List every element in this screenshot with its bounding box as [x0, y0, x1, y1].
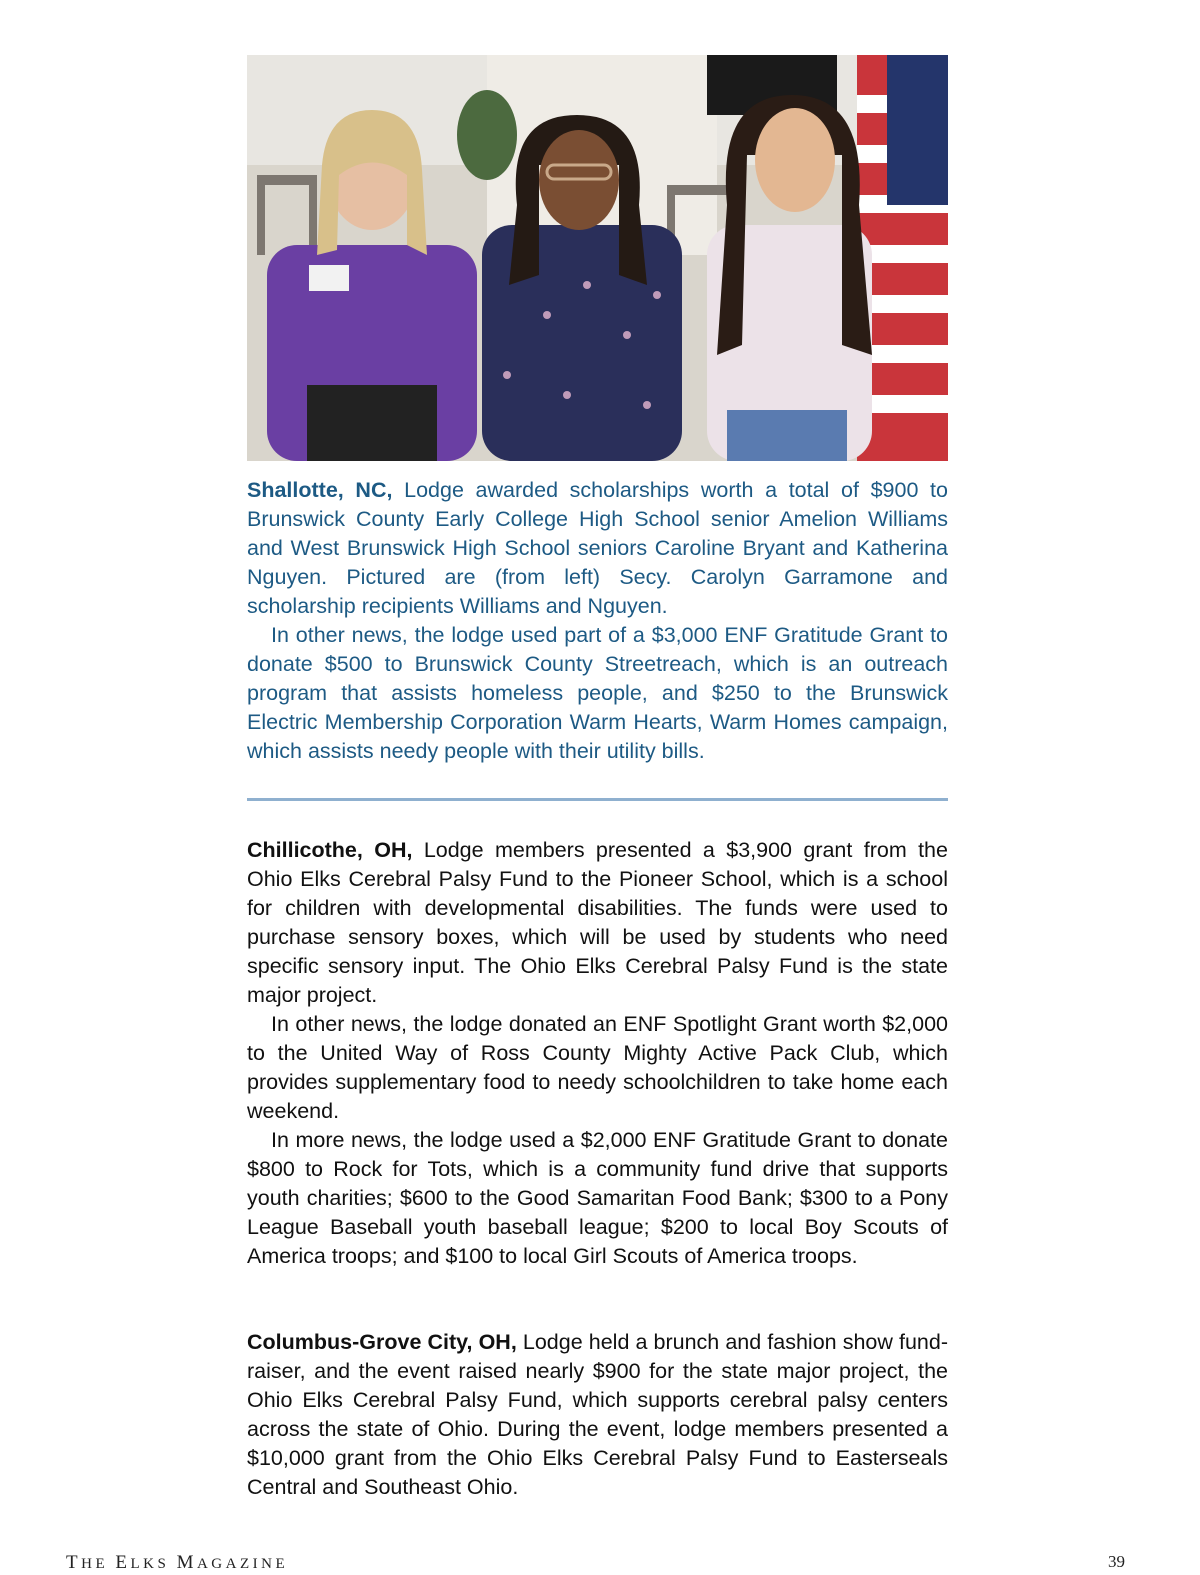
columbus-paragraph-1 [247, 1328, 948, 1502]
chillicothe-paragraph-1 [247, 836, 948, 1010]
shallotte-paragraph-2: In other news, the lodge used part of a $3,000 ENF Gratitude Grant to donate $500 to Brunswick County Streetreach, which is an outreach program that assists homeless people, and $250 to the Brunswick Electric Membership Corporation Warm Hearts, Warm Homes campaign, which assists needy people with their utility bills. [247, 623, 948, 763]
magazine-name-part: LKS [130, 1556, 170, 1572]
section-divider [247, 798, 948, 801]
columbus-lead: Columbus-Grove City, OH, [247, 1330, 517, 1354]
chillicothe-text-1: Lodge members presented a $3,900 grant from the Ohio Elks Cerebral Palsy Fund to the Pioneer School, which is a school for children with developmental disabilities. The funds were used to purchase sensory boxes, which will be used by students who need specific sensory input. The Ohio Elks Cerebral Palsy Fund is the state major project. [247, 838, 948, 1007]
shallotte-text-1: Lodge awarded scholarships worth a total of $900 to Brunswick County Early College High School senior Amelion Williams and West Brunswick High School seniors Caroline Bryant and Katherina Nguyen. Pictured are (from left) Secy. Carolyn Garramone and scholarship recipients Williams and Nguyen. [247, 478, 948, 618]
shallotte-lead: Shallotte, NC, [247, 478, 393, 502]
magazine-name-part: M [176, 1552, 197, 1573]
magazine-name-part: HE [81, 1556, 109, 1572]
chillicothe-paragraph-3: In more news, the lodge used a $2,000 ENF Gratitude Grant to donate $800 to Rock for Tots, which is a community fund drive that supports youth charities; $600 to the Good Samaritan Food Bank; $300 to a Pony League Baseball youth baseball league; $200 to local Boy Scouts of America troops; and $100 to local Girl Scouts of America troops. [247, 1128, 948, 1268]
columbus-article [247, 1328, 948, 1502]
chillicothe-article [247, 836, 948, 1271]
chillicothe-paragraph-2: In other news, the lodge donated an ENF Spotlight Grant worth $2,000 to the United Way of Ross County Mighty Active Pack Club, which provides supplementary food to needy schoolchildren to take home each weekend. [247, 1012, 948, 1123]
magazine-name-part: E [115, 1552, 131, 1573]
page-number: 39 [1108, 1552, 1125, 1571]
magazine-name-part: T [66, 1552, 82, 1573]
magazine-name [66, 1552, 288, 1574]
chillicothe-lead: Chillicothe, OH, [247, 838, 413, 862]
shallotte-paragraph-1 [247, 476, 948, 621]
lodge-photo [247, 55, 948, 461]
magazine-name-part: AGAZINE [196, 1556, 289, 1572]
photo-illustration [247, 55, 948, 461]
columbus-text-1: Lodge held a brunch and fashion show fund-raiser, and the event raised nearly $900 for the state major project, the Ohio Elks Cerebral Palsy Fund, which supports cerebral palsy centers across the state of Ohio. During the event, lodge members presented a $10,000 grant from the Ohio Elks Cerebral Palsy Fund to Easterseals Central and Southeast Ohio. [247, 1330, 948, 1499]
shallotte-caption [247, 476, 948, 766]
